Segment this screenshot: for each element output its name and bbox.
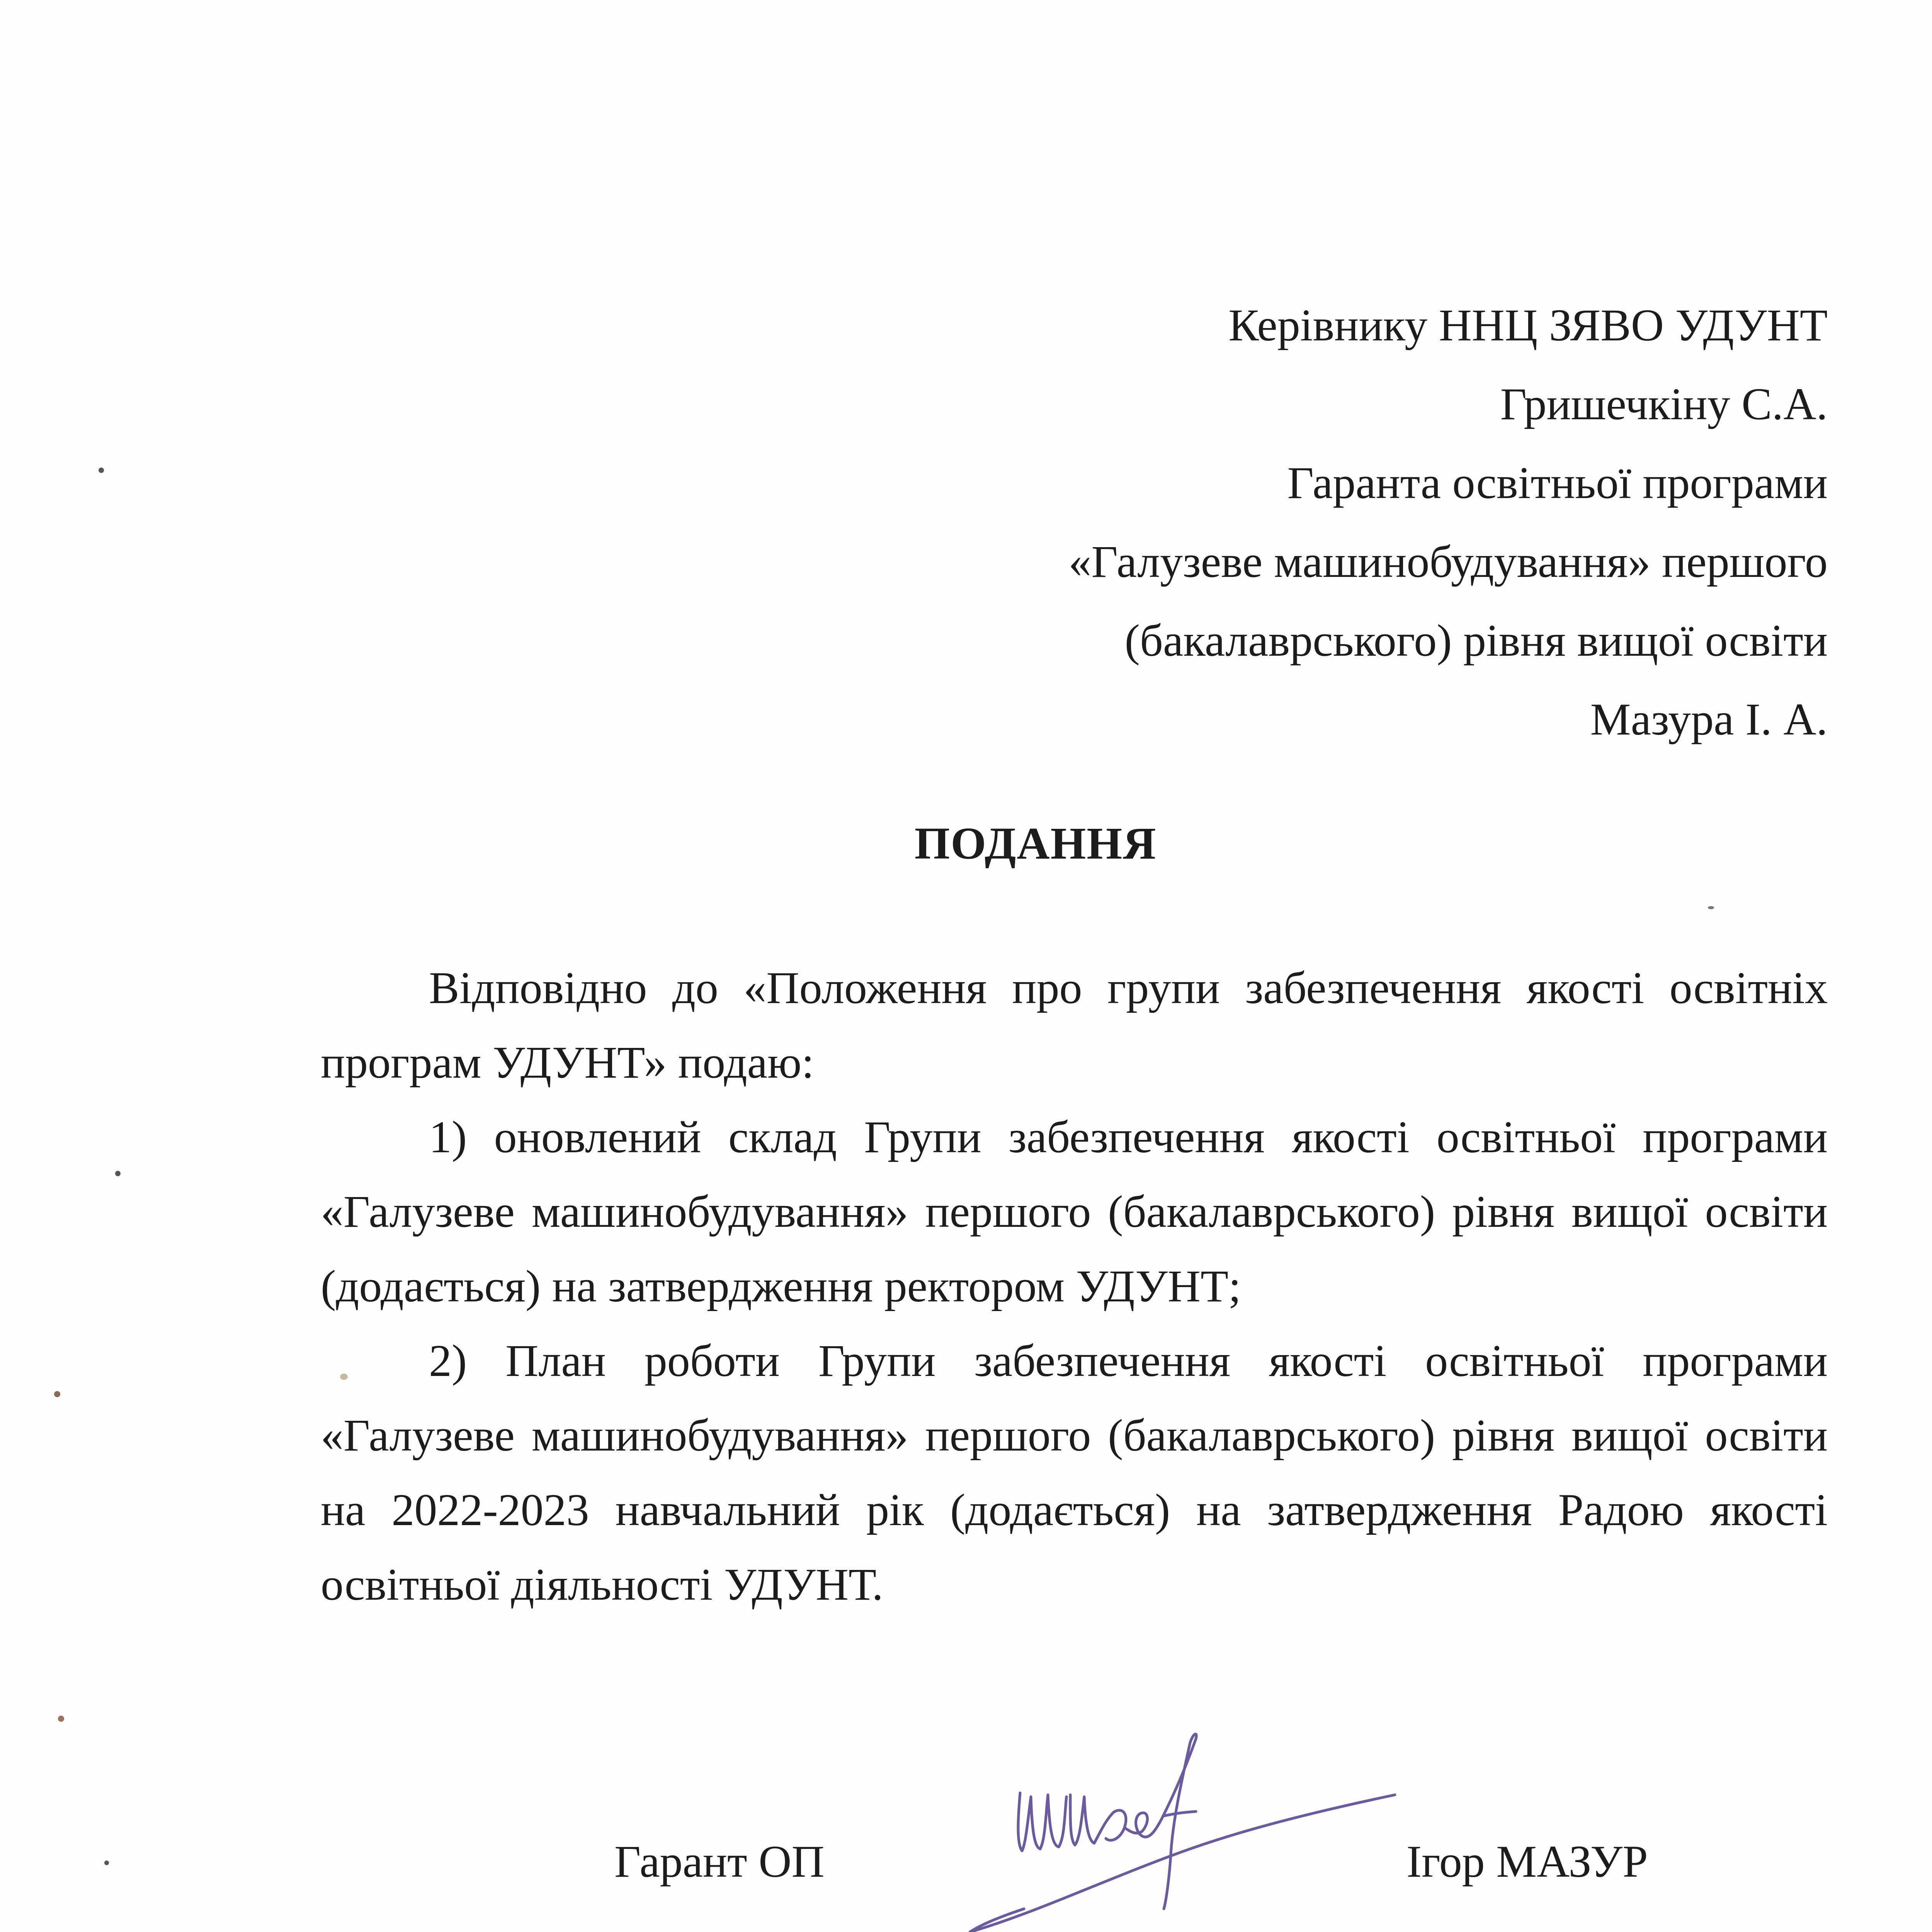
body-paragraph-intro: Відповідно до «Положення про групи забезпечення якості освітніх програм УДУНТ» подаю:	[321, 963, 1828, 1088]
scan-speck	[54, 1391, 60, 1397]
handwritten-signature	[954, 1716, 1410, 1932]
body-paragraph-item-2: 2) План роботи Групи забезпечення якості освітньої програми «Галузеве машинобудування» першого (бакалаврського) рівня вищої освіти на 2022-2023 навчальний рік (додається) на затвердження Радою якості освітньої діяльності УДУНТ.	[321, 1335, 1828, 1610]
addressee-line: Керівнику ННЦ ЗЯВО УДУНТ	[1228, 300, 1828, 350]
addressee-line: «Галузеве машинобудування» першого	[1068, 536, 1828, 587]
scan-speck	[104, 1861, 109, 1865]
signer-name: Ігор МАЗУР	[1406, 1836, 1648, 1887]
scan-speck	[115, 1171, 121, 1176]
signer-position: Гарант ОП	[614, 1836, 825, 1887]
scan-speck	[99, 468, 104, 473]
document-body	[321, 951, 1828, 1622]
body-paragraph-item-1: 1) оновлений склад Групи забезпечення якості освітньої програми «Галузеве машинобудування» першого (бакалаврського) рівня вищої освіти (додається) на затвердження ректором УДУНТ;	[321, 1112, 1828, 1311]
scan-speck	[1708, 906, 1714, 909]
addressee-line: Гаранта освітньої програми	[1287, 457, 1828, 508]
scan-speck	[340, 1374, 348, 1380]
document-title: ПОДАННЯ	[914, 818, 1157, 869]
addressee-line: Гришечкіну С.А.	[1500, 379, 1828, 429]
addressee-line: (бакалаврського) рівня вищої освіти	[1124, 615, 1828, 666]
addressee-block	[823, 286, 1828, 759]
scan-speck	[58, 1716, 64, 1722]
addressee-line: Мазура І. А.	[1590, 694, 1828, 745]
